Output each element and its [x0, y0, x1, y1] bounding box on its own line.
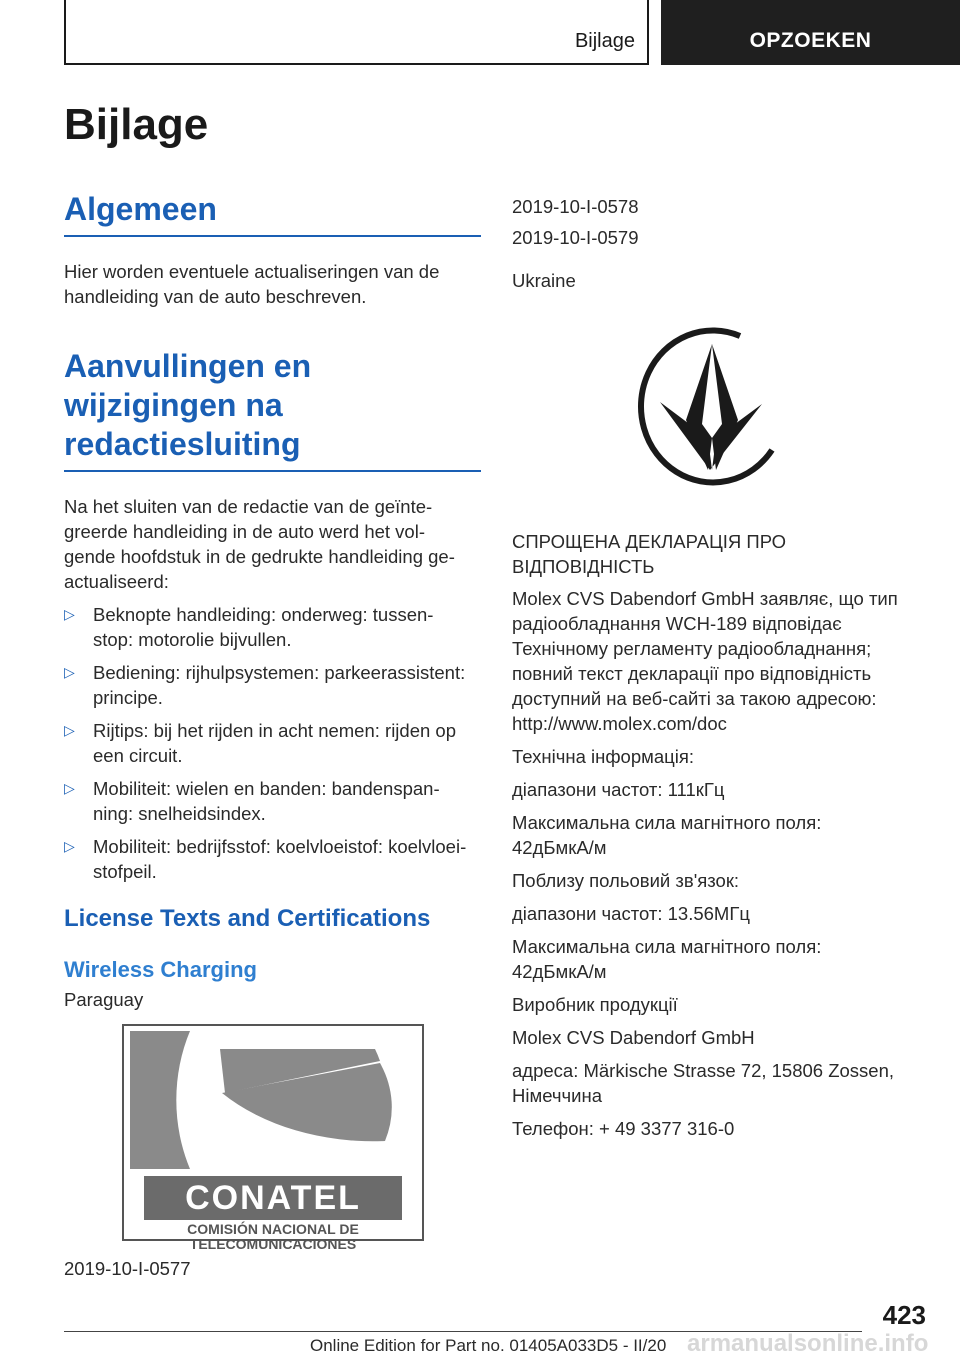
conatel-subtitle: COMISIÓN NACIONAL DE TELECOMUNICACIONES: [187, 1221, 359, 1252]
magnetic-field: Максимальна сила магнітного поля: 42дБмкА/м: [512, 812, 822, 858]
page-title: Bijlage: [64, 100, 209, 149]
header-section-box: [64, 0, 649, 65]
list-item: ▷ Bediening: rijhulpsystemen: parkeerassistent: principe.: [64, 662, 466, 708]
conatel-name: CONATEL: [185, 1179, 361, 1217]
magnetic-field: Максимальна сила магнітного поля: 42дБмкА/м: [512, 936, 822, 982]
heading-aanvullingen: Aanvullingen en wijzigingen na redactiesluiting: [64, 347, 481, 472]
cert-code-paraguay: 2019-10-I-0577: [64, 1258, 191, 1279]
manufacturer-label: Виробник продукції: [512, 994, 678, 1015]
search-tab[interactable]: [661, 0, 960, 65]
conatel-name-bar: [144, 1176, 402, 1220]
declaration-text: Molex CVS Dabendorf GmbH заявляє, що тип радіообладнання WCH-189 відповідає Технічному регламенту радіообладнання; повний текст декларації про відповідність доступний на веб-сайті за такою адресою: http://www.molex.com/doc: [512, 588, 898, 734]
country-paraguay: Paraguay: [64, 989, 144, 1010]
manufacturer-name: Molex CVS Dabendorf GmbH: [512, 1027, 755, 1048]
conatel-logo: [122, 1024, 424, 1252]
left-column: [64, 190, 481, 1012]
cert-code: 2019-10-I-0578: [512, 196, 639, 217]
tech-info-label: Технічна інформація:: [512, 746, 695, 767]
list-item: ▷ Rijtips: bij het rijden in acht nemen: rijden op een circuit.: [64, 720, 456, 766]
list-item: ▷ Beknopte handleiding: onderweg: tussen- stop: motorolie bijvullen.: [64, 604, 434, 650]
nearfield-label: Поблизу польовий зв'язок:: [512, 870, 740, 891]
right-column: [512, 194, 932, 1141]
footer-edition: Online Edition for Part no. 01405A033D5 - II/20: [310, 1336, 667, 1355]
country-ukraine: Ukraine: [512, 270, 576, 291]
footer-watermark: armanualsonline.info: [687, 1330, 929, 1357]
frequency-range: діапазони частот: 111кГц: [512, 779, 725, 800]
update-list: [64, 602, 481, 884]
ukraine-conformity-mark-icon: [512, 320, 932, 505]
list-item: ▷ Mobiliteit: wielen en banden: bandenspan- ning: snelheidsindex.: [64, 778, 440, 824]
page-number: 423: [882, 1300, 926, 1330]
heading-algemeen: Algemeen: [64, 190, 481, 237]
triangle-bullet-icon: ▷: [64, 664, 75, 680]
manufacturer-phone: Телефон: + 49 3377 316-0: [512, 1118, 735, 1139]
cert-code: 2019-10-I-0579: [512, 227, 639, 248]
conatel-emblem: [130, 1031, 416, 1169]
aanvullingen-text: Na het sluiten van de redactie van de geïnte- greerde handleiding in de auto werd het vol- gende hoofdstuk in de gedrukte handleiding ge- actualiseerd:: [64, 496, 455, 592]
list-item: ▷ Mobiliteit: bedrijfsstof: koelvloeistof: koelvloei- stofpeil.: [64, 836, 467, 882]
declaration-title: СПРОЩЕНА ДЕКЛАРАЦІЯ ПРО ВІДПОВІДНІСТЬ: [512, 531, 787, 577]
frequency-range: діапазони частот: 13.56МГц: [512, 903, 750, 924]
algemeen-text: Hier worden eventuele actualiseringen van de handleiding van de auto beschreven.: [64, 261, 440, 307]
manufacturer-address: адреса: Märkische Strasse 72, 15806 Zossen, Німеччина: [512, 1060, 895, 1106]
heading-wireless-charging: Wireless Charging: [64, 957, 257, 982]
triangle-bullet-icon: ▷: [64, 780, 75, 796]
triangle-bullet-icon: ▷: [64, 838, 75, 854]
header-section-label[interactable]: Bijlage: [574, 30, 635, 52]
triangle-bullet-icon: ▷: [64, 606, 75, 622]
triangle-bullet-icon: ▷: [64, 722, 75, 738]
heading-license: License Texts and Certifications: [64, 905, 431, 932]
search-tab-label[interactable]: OPZOEKEN: [749, 29, 872, 52]
conatel-emblem-graphic: [130, 1031, 420, 1169]
